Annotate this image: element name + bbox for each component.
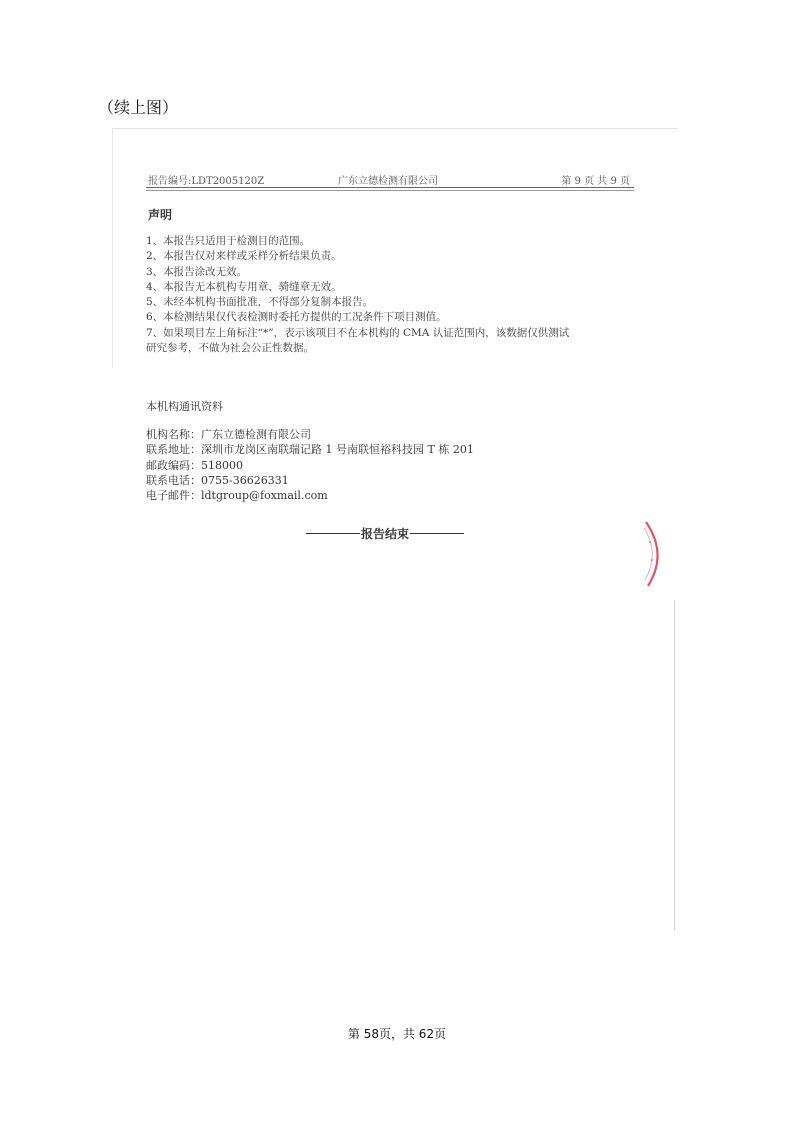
header-rule xyxy=(146,187,634,188)
declaration-title: 声明 xyxy=(148,208,173,222)
declaration-item: 6、本检测结果仅代表检测时委托方提供的工况条件下项目测值。 xyxy=(146,311,447,324)
contact-value: 广东立德检测有限公司 xyxy=(201,428,311,441)
contact-value: ldtgroup@foxmail.com xyxy=(201,489,328,503)
header-organization: 广东立德检测有限公司 xyxy=(338,176,438,187)
contact-label: 联系电话： xyxy=(146,473,201,487)
declaration-item: 2、本报告仅对来样或采样分析结果负责。 xyxy=(146,250,342,263)
contact-value: 深圳市龙岗区南联瑞记路 1 号南联恒裕科技园 T 栋 201 xyxy=(201,443,474,457)
seal-arc-inner xyxy=(644,528,652,580)
scan-edge-top xyxy=(112,128,678,129)
contact-value: 518000 xyxy=(201,458,243,472)
seal-dot xyxy=(649,541,651,543)
report-end-mark xyxy=(306,525,464,542)
contact-label: 联系地址： xyxy=(146,443,201,457)
report-number: 报告编号:LDT2005120Z xyxy=(148,176,265,187)
declaration-item: 7、如果项目左上角标注“*”，表示该项目不在本机构的 CMA 认证范围内，该数据仅供测试 xyxy=(146,326,570,339)
end-line-right xyxy=(410,533,464,534)
declaration-list xyxy=(146,234,646,356)
declaration-item: 1、本报告只适用于检测目的范围。 xyxy=(146,235,311,247)
scan-edge-left xyxy=(112,128,113,368)
continued-label: （续上图） xyxy=(98,98,179,117)
partial-seal-stamp xyxy=(630,520,660,588)
contact-title: 本机构通讯资料 xyxy=(146,400,223,413)
contact-row-phone xyxy=(146,473,566,488)
contact-value: 0755-36626331 xyxy=(201,473,289,487)
declaration-item: 3、本报告涂改无效。 xyxy=(146,265,248,278)
scan-edge-right xyxy=(674,600,675,930)
contact-row-postcode xyxy=(146,458,566,473)
contact-row-email xyxy=(146,488,566,503)
contact-label: 机构名称： xyxy=(146,428,201,441)
declaration-item: 5、未经本机构书面批准，不得部分复制本报告。 xyxy=(146,296,374,309)
declaration-item: 4、本报告无本机构专用章、骑缝章无效。 xyxy=(146,280,342,293)
contact-list xyxy=(146,427,566,503)
header-rule-secondary xyxy=(146,190,634,191)
contact-row-address xyxy=(146,442,566,457)
header-page-info: 第 9 页 共 9 页 xyxy=(561,176,630,187)
report-end-text: 报告结束 xyxy=(361,527,410,541)
seal-dot xyxy=(651,559,653,561)
contact-label: 邮政编码： xyxy=(146,458,201,472)
contact-row-name xyxy=(146,427,566,442)
page-footer: 第 58页，共 62页 xyxy=(347,1027,447,1041)
contact-label: 电子邮件： xyxy=(146,489,201,503)
end-line-left xyxy=(306,533,360,534)
declaration-item: 研究参考，不做为社会公正性数据。 xyxy=(146,342,314,355)
seal-arc xyxy=(646,522,658,586)
